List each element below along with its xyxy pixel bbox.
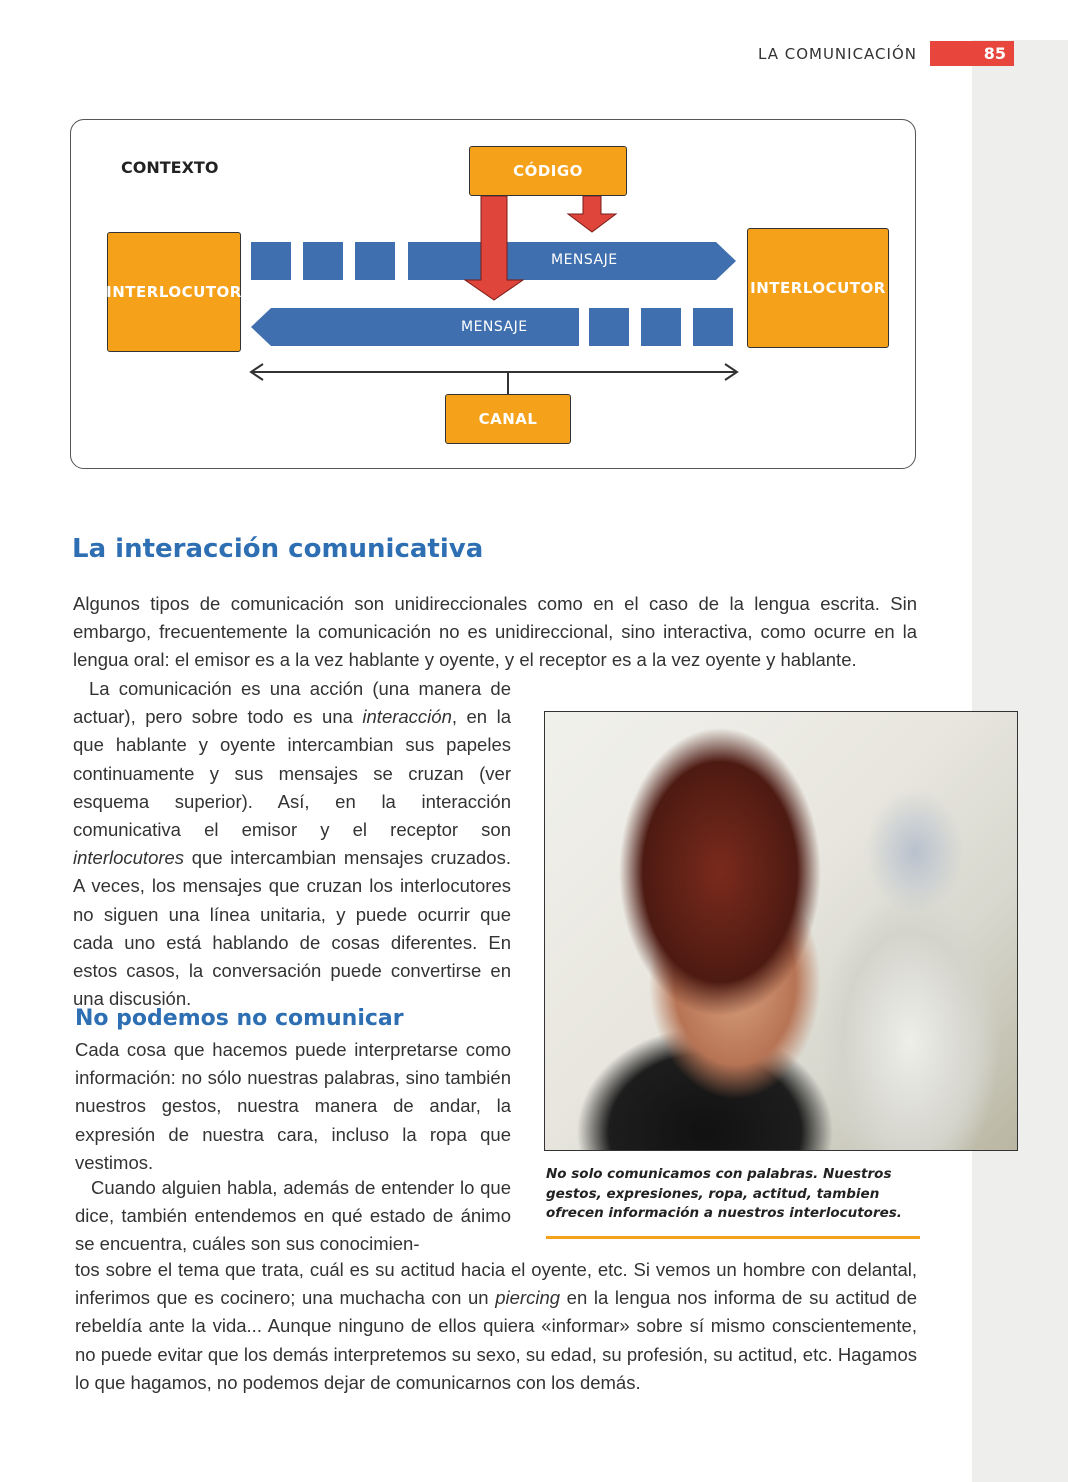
context-label: CONTEXTO xyxy=(121,158,219,177)
interlocutor-right-box: INTERLOCUTOR xyxy=(747,228,889,348)
message-top-label: MENSAJE xyxy=(551,252,618,268)
text-run: La comunicación es una acción (una manera de actuar), pero sobre todo es una xyxy=(73,678,511,728)
interlocutor-left-box: INTERLOCUTOR xyxy=(107,232,241,352)
communication-diagram xyxy=(70,119,916,469)
running-header: LA COMUNICACIÓN xyxy=(758,45,917,63)
channel-box: CANAL xyxy=(445,394,571,444)
message-dash xyxy=(589,308,629,346)
message-arrow-left xyxy=(251,308,579,346)
paragraph-interaction xyxy=(73,675,511,1013)
message-dash xyxy=(355,242,395,280)
paragraph-speaking: Cuando alguien habla, además de entender lo que dice, también entendemos en qué estado de ánimo se encuentra, cuáles son sus conocimien- xyxy=(75,1177,511,1255)
photo-caption: No solo comunicamos con palabras. Nuestros gestos, expresiones, ropa, actitud, tambien ofrecen información a nuestros interlocutores. xyxy=(546,1166,902,1221)
message-dash xyxy=(303,242,343,280)
text-run: en la lengua nos informa de su actitud de rebeldía ante la vida... Aunque ninguno de ellos quiera «informar» sobre sí mismo conscientemente, no puede evitar que los demás interpretemos su sexo, su edad, su profesión, su actitud, etc. Hagamos lo que hagamos, no podemos dejar de comunicarnos con los demás. xyxy=(75,1287,917,1393)
page-number: 85 xyxy=(930,41,1014,66)
emphasis-interlocutores: interlocutores xyxy=(73,847,185,869)
caption-divider xyxy=(546,1236,920,1239)
paragraph-intro: Algunos tipos de comunicación son unidireccionales como en el caso de la lengua escrita. Sin embargo, frecuentemente la comunicación no es unidireccional, sino interactiva, como ocurre en la lengua oral: el emisor es a la vez hablante y oyente, y el receptor es a la vez oyente y hablante. xyxy=(73,593,917,671)
section-heading-no-comunicar: No podemos no comunicar xyxy=(75,1006,404,1031)
text-run: tos sobre el tema que trata, cuál es su actitud hacia el oyente, etc. Si vemos un hombre con delantal, inferimos que es cocinero; una muchacha con un xyxy=(75,1259,917,1309)
paragraph-information: Cada cosa que hacemos puede interpretarse como información: no sólo nuestras palabras, sino también nuestros gestos, nuestra manera de andar, la expresión de nuestra cara, incluso la ropa que vestimos. xyxy=(75,1039,511,1173)
photo-woman-portrait xyxy=(544,711,1018,1151)
emphasis-interaccion: interacción xyxy=(362,706,452,728)
text-run: , en la que hablante y oyente intercambian sus papeles continuamente y sus mensajes se cruzan (ver esquema superior). Así, en la interacción comunicativa el emisor y el receptor son xyxy=(73,706,511,841)
message-dash xyxy=(251,242,291,280)
code-arrow-short xyxy=(568,196,616,232)
section-heading-interaction: La interacción comunicativa xyxy=(72,534,484,564)
message-dash xyxy=(641,308,681,346)
paragraph-interpretation xyxy=(75,1256,917,1397)
text-run: que intercambian mensajes cruzados. A veces, los mensajes que cruzan los interlocutores no siguen una línea unitaria, y puede ocurrir que cada uno está hablando de cosas diferentes. En estos casos, la conversación puede convertirse en una discusión. xyxy=(73,847,511,1010)
emphasis-piercing: piercing xyxy=(495,1287,561,1309)
message-bottom-label: MENSAJE xyxy=(461,319,528,335)
message-dash xyxy=(693,308,733,346)
code-box: CÓDIGO xyxy=(469,146,627,196)
